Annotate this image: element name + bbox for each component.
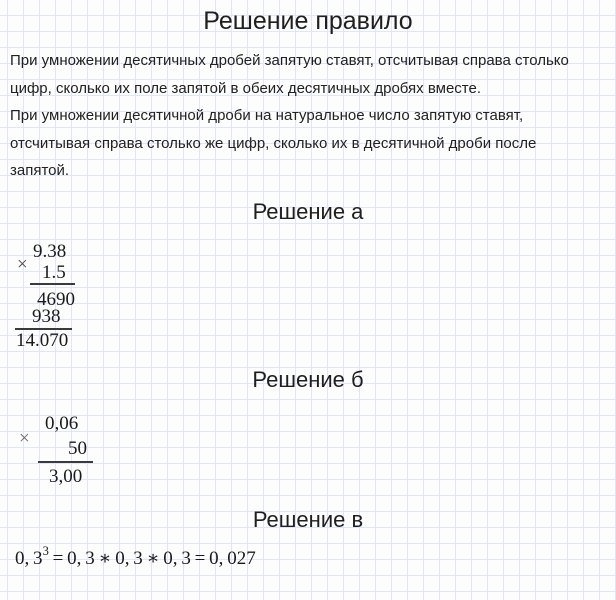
power-equation <box>15 544 256 569</box>
section-heading-c: Решение в <box>252 507 364 532</box>
multiply-sign: × <box>19 428 30 449</box>
multiplicand-a: 9.38 <box>33 241 67 262</box>
partial-product-2: 938 <box>32 306 61 327</box>
page-title: Решение правило <box>203 7 413 35</box>
product-a: 14.070 <box>16 330 69 351</box>
rule-text-line: цифр, сколько их поле запятой в обеих десятичных дробях вместе. <box>10 79 481 97</box>
equation-exponent: 3 <box>42 544 49 558</box>
equation-base: 0, 3 <box>15 548 43 569</box>
rule-text-line: При умножении десятичной дроби на натуральное число запятую ставят, <box>10 107 524 124</box>
section-heading-a: Решение а <box>252 199 364 224</box>
multiplication-rule-line <box>30 283 75 285</box>
multiplication-rule-line <box>38 461 93 463</box>
rule-text <box>10 47 612 185</box>
section-heading-b: Решение б <box>252 367 364 392</box>
multiplier-b: 50 <box>68 438 87 459</box>
multiplier-a: 1.5 <box>42 262 66 283</box>
product-b: 3,00 <box>49 466 83 487</box>
partial-product-1: 4690 <box>37 289 75 310</box>
rule-text-line: При умножении десятичных дробей запятую ставят, отсчитывая справа столько <box>10 52 569 69</box>
rule-text-line: запятой. <box>10 162 70 179</box>
rule-text-line: отсчитывая справа столько же цифр, сколько их в десятичной дроби после <box>10 134 537 152</box>
equation-rest: = 0, 3 ∗ 0, 3 ∗ 0, 3 = 0, 027 <box>48 548 256 569</box>
multiplicand-b: 0,06 <box>45 413 79 434</box>
multiply-sign: × <box>17 254 28 275</box>
